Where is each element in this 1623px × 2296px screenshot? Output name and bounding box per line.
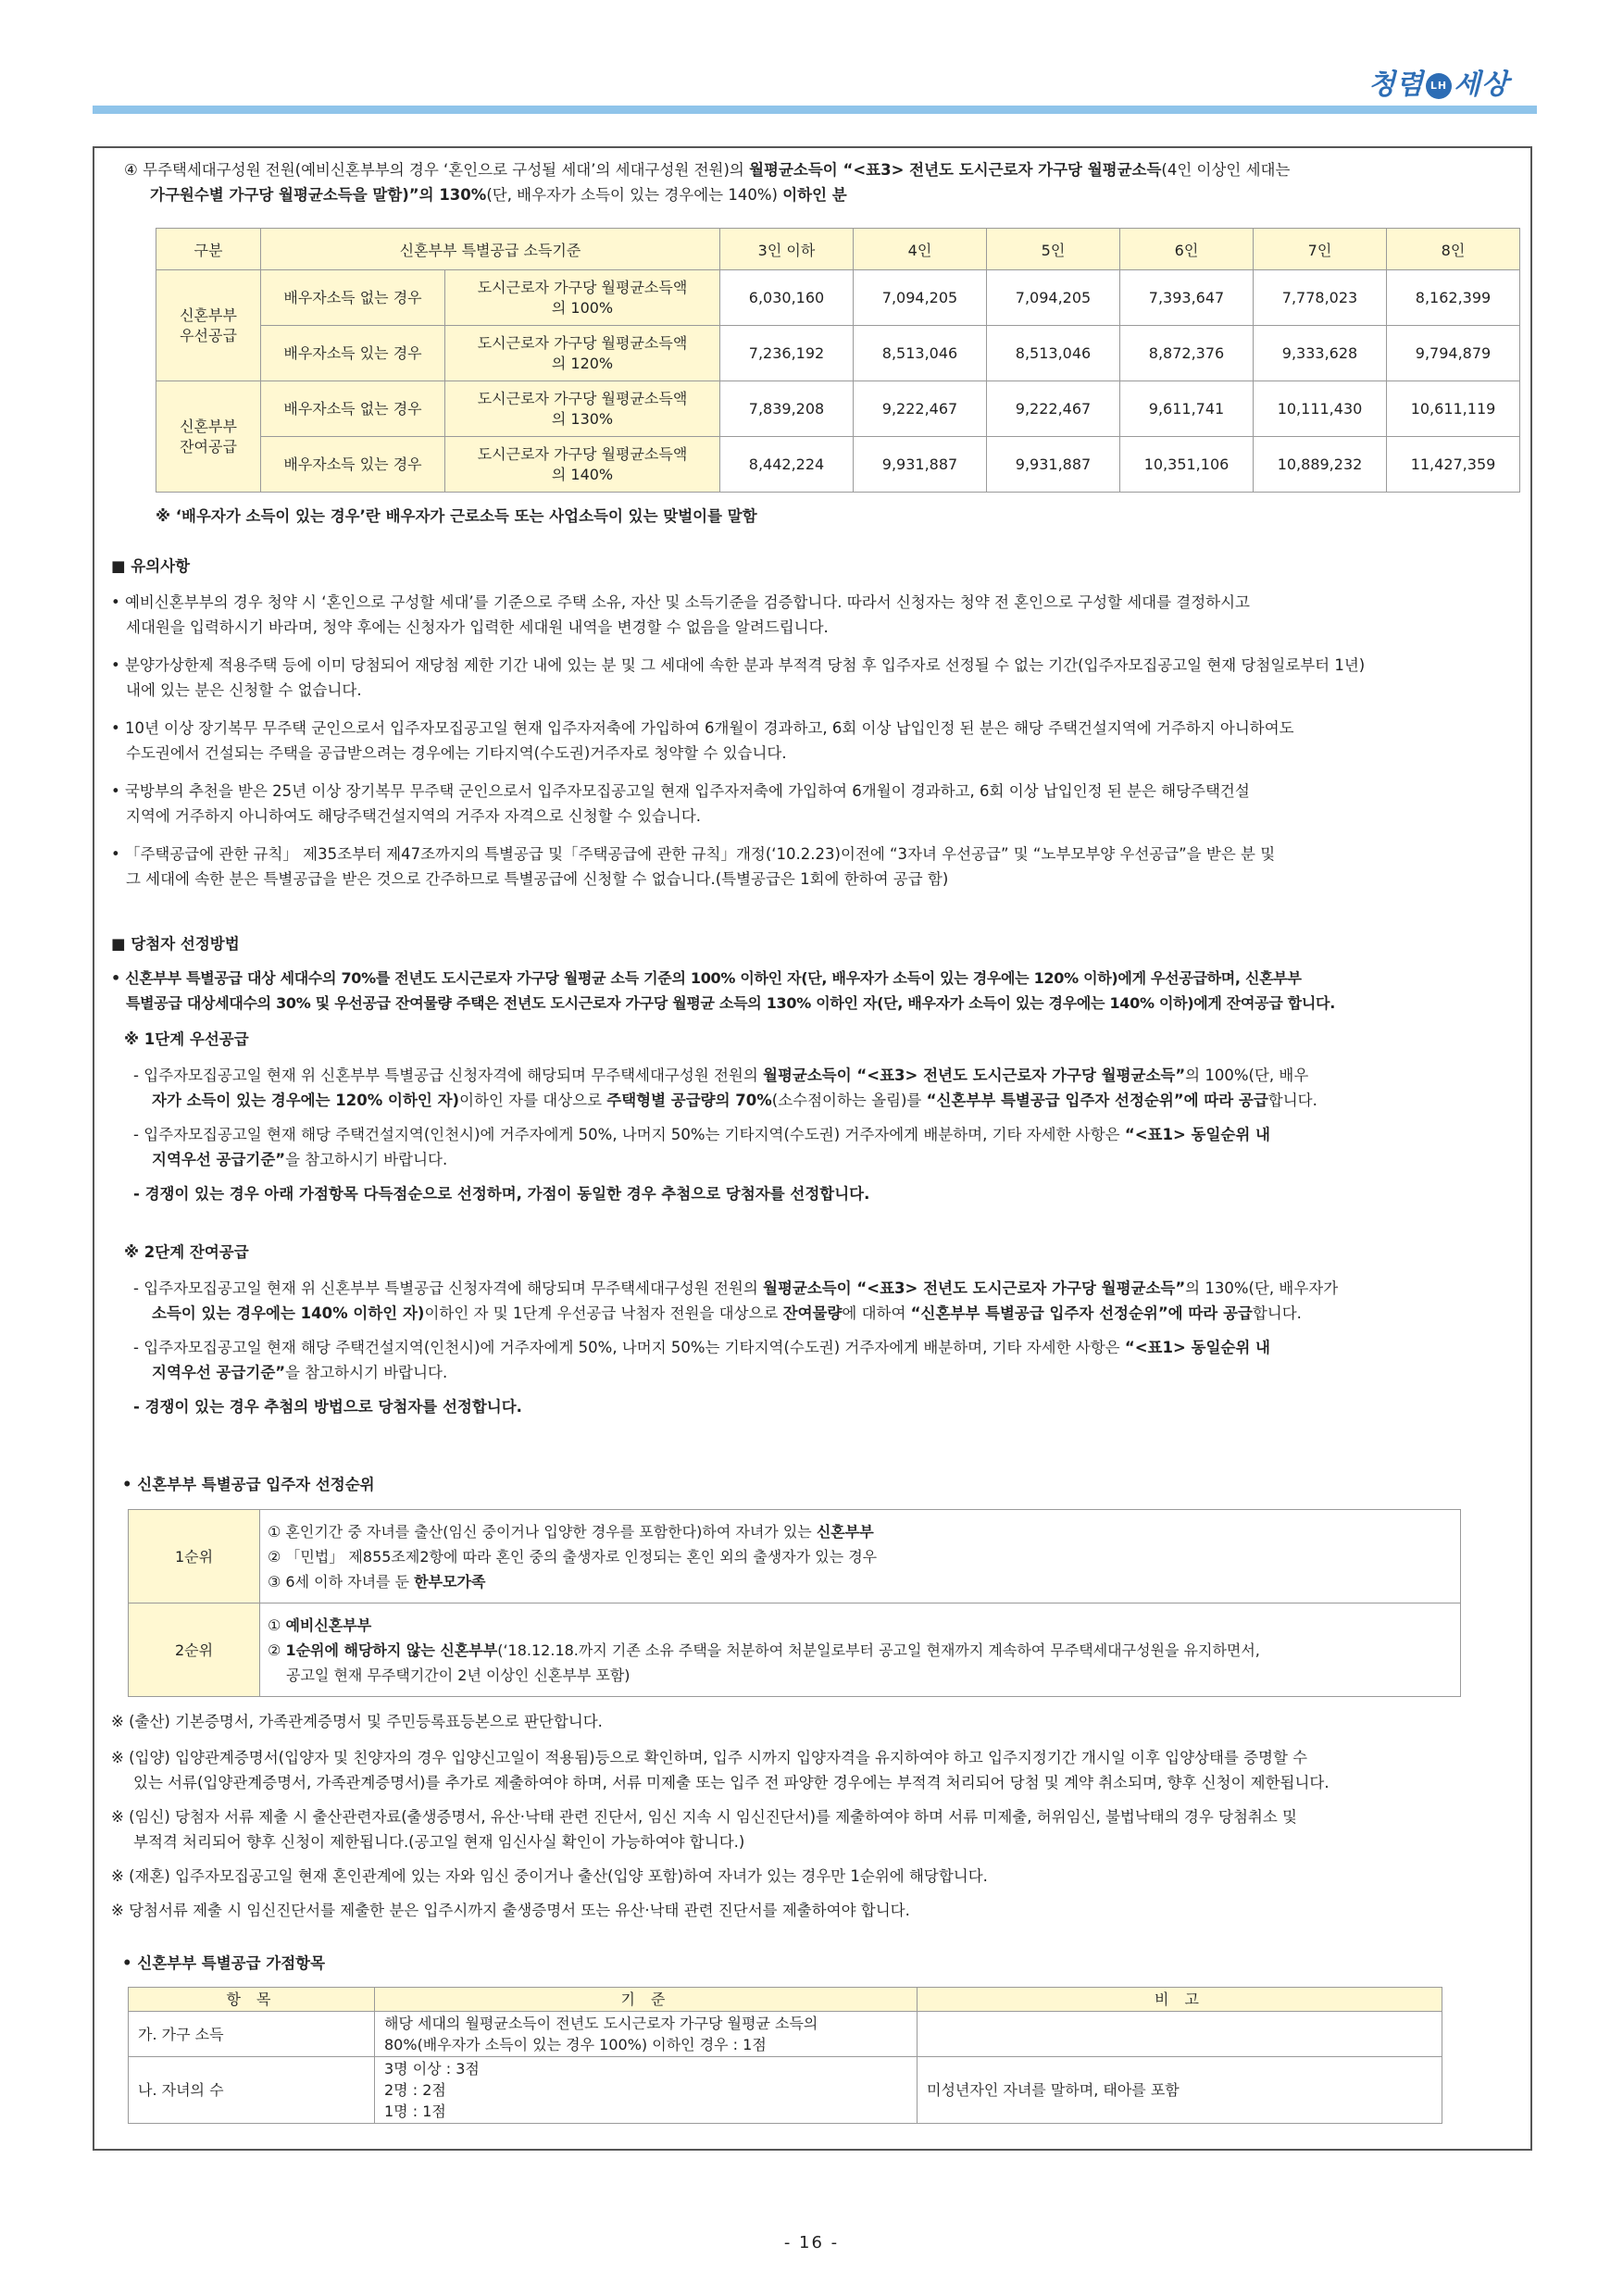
- score-note: 미성년자인 자녀를 말하며, 태아를 포함: [918, 2057, 1442, 2124]
- case-cell: 배우자소득 있는 경우: [261, 437, 445, 493]
- list-item-text: • 10년 이상 장기복무 무주택 군인으로서 입주자모집공고일 현재 입주자저축에 가입하여 6개월이 경과하고, 6회 이상 납입인정 된 분은 해당 주택건설지역에 거주하지 아니하여도: [111, 719, 1294, 737]
- table-row: [129, 1510, 1461, 1603]
- table-row: [129, 1603, 1461, 1697]
- list-item: [111, 779, 1523, 829]
- score-item: 가. 가구 소득: [129, 2012, 375, 2057]
- table-header: 3인 이하: [720, 229, 854, 270]
- basis-cell: 도시근로자 가구당 월평균소득액의 130%: [445, 381, 720, 437]
- stage-text: 을 참고하시기 바랍니다.: [285, 1151, 448, 1168]
- rank-text: ①: [268, 1616, 286, 1634]
- list-item-text: 지역에 거주하지 아니하여도 해당주택건설지역의 거주자 자격으로 신청할 수 있습니다.: [126, 807, 702, 825]
- rank-table: [128, 1509, 1461, 1697]
- score-criteria-text: 3명 이상 : 3점: [384, 2060, 480, 2078]
- list-item-text: • 국방부의 추천을 받은 25년 이상 장기복무 무주택 군인으로서 입주자모집공고일 현재 입주자저축에 가입하여 6개월이 경과하고, 6회 이상 납입인정 된 분은 해당주택건설: [111, 782, 1250, 800]
- stage-text: 에 대하여: [842, 1304, 911, 1322]
- note-text: ※ (입양) 입양관계증명서(입양자 및 친양자의 경우 입양신고일이 적용됨)등으로 확인하며, 입주 시까지 입양자격을 유지하여야 하고 입주지정기간 개시일 이후 입양상태를 증명할 수: [111, 1749, 1308, 1766]
- logo-text-2: 세상: [1453, 69, 1509, 101]
- section-title: ■ 당첨자 선정방법: [111, 935, 240, 953]
- stage-text: (소수점이하는 올림)를: [771, 1092, 927, 1109]
- rank-text: (‘18.12.18.까지 기존 소유 주택을 처분하여 처분일로부터 공고일 현재까지 계속하여 무주택세대구성원을 유지하면서,: [497, 1641, 1260, 1659]
- note-text: 있는 서류(입양관계증명서, 가족관계증명서)를 추가로 제출하여야 하며, 서류 미제출 또는 입주 전 파양한 경우에는 부적격 처리되어 당첨 및 계약 취소되며, 향후 신청이 제한됩니다.: [133, 1774, 1330, 1791]
- value-cell: 9,931,887: [987, 437, 1120, 493]
- stage-text: 합니다.: [1252, 1304, 1302, 1322]
- stage-bold: 월평균소득이 “<표3> 전년도 도시근로자 가구당 월평균소득”: [763, 1279, 1186, 1297]
- basis-cell: 도시근로자 가구당 월평균소득액의 120%: [445, 326, 720, 381]
- stage-text: - 입주자모집공고일 현재 위 신혼부부 특별공급 신청자격에 해당되며 무주택세대구성원 전원의: [133, 1279, 764, 1297]
- score-table: [128, 1987, 1442, 2124]
- score-title: • 신혼부부 특별공급 가점항목: [122, 1954, 326, 1972]
- basis-cell: 도시근로자 가구당 월평균소득액의 140%: [445, 437, 720, 493]
- stage-text: 의 100%(단, 배우: [1185, 1067, 1309, 1084]
- intro-text: (단, 배우자가 소득이 있는 경우에는 140%): [486, 186, 783, 204]
- basis-cell: 도시근로자 가구당 월평균소득액의 100%: [445, 270, 720, 326]
- stage-text: 을 대상으로: [699, 1304, 783, 1322]
- list-item: [111, 590, 1523, 640]
- case-cell: 배우자소득 있는 경우: [261, 326, 445, 381]
- stage-text: - 입주자모집공고일 현재 해당 주택건설지역(인천시)에 거주자에게 50%, 나머지 50%는 기타지역(수도권) 거주자에게 배분하며, 기타 자세한 사항은: [133, 1126, 1125, 1143]
- value-cell: 10,611,119: [1387, 381, 1520, 437]
- table-row: [129, 2057, 1442, 2124]
- case-cell: 배우자소득 없는 경우: [261, 381, 445, 437]
- intro-bold: 월평균소득이 “<표3> 전년도 도시근로자 가구당 월평균소득: [749, 161, 1162, 179]
- score-criteria-text: 2명 : 2점: [384, 2081, 446, 2099]
- note-text: ※ (재혼) 입주자모집공고일 현재 혼인관계에 있는 자와 임신 중이거나 출산(입양 포함)하여 자녀가 있는 경우만 1순위에 해당합니다.: [111, 1867, 988, 1885]
- case-cell: 배우자소득 없는 경우: [261, 270, 445, 326]
- page-number: - 16 -: [783, 2233, 840, 2252]
- selection-section: [111, 931, 1528, 1419]
- stage-bold: 자가 소득이 있는 경우에는 120% 이하인 자): [152, 1092, 460, 1109]
- group-label: 신혼부부 우선공급: [156, 270, 261, 381]
- value-cell: 7,094,205: [854, 270, 987, 326]
- value-cell: 7,236,192: [720, 326, 854, 381]
- notes-section: [111, 1709, 1528, 1923]
- score-note: [918, 2012, 1442, 2057]
- value-cell: 11,427,359: [1387, 437, 1520, 493]
- value-cell: 10,111,430: [1254, 381, 1387, 437]
- stage-text: 합니다.: [1267, 1092, 1317, 1109]
- logo-text: 청렴: [1368, 69, 1424, 101]
- value-cell: 8,872,376: [1120, 326, 1254, 381]
- stage-text: 을 참고하시기 바랍니다.: [285, 1364, 448, 1381]
- stage-bold: “신혼부부 특별공급 입주자 선정순위”에 따라 공급: [910, 1304, 1253, 1322]
- rank-text: 공고일 현재 무주택기간이 2년 이상인 신혼부부 포함): [286, 1666, 630, 1684]
- note-text: ※ (출산) 기본증명서, 가족관계증명서 및 주민등록표등본으로 판단합니다.: [111, 1713, 603, 1730]
- stage-title: ※ 1단계 우선공급: [124, 1030, 249, 1048]
- stage-text: 이하인 자를 대상으로: [459, 1092, 607, 1109]
- stage-bold: “<표1> 동일순위 내: [1124, 1126, 1270, 1143]
- header-divider: [93, 106, 1537, 114]
- intro-text: (4인 이상인 세대는: [1161, 161, 1291, 179]
- income-table-note: ※ ‘배우자가 소득이 있는 경우’란 배우자가 근로소득 또는 사업소득이 있는 맞벌이를 말함: [156, 507, 757, 525]
- list-item-text: • 예비신혼부부의 경우 청약 시 ‘혼인으로 구성할 세대’를 기준으로 주택 소유, 자산 및 소득기준을 검증합니다. 따라서 신청자는 청약 전 혼인으로 구성할 세대를 결정하시고: [111, 593, 1250, 611]
- table-row: [156, 437, 1520, 493]
- list-item-text: 수도권에서 건설되는 주택을 공급받으려는 경우에는 기타지역(수도권)거주자로 청약할 수 있습니다.: [126, 744, 787, 762]
- stage-text: - 입주자모집공고일 현재 해당 주택건설지역(인천시)에 거주자에게 50%, 나머지 50%는 기타지역(수도권) 거주자에게 배분하며, 기타 자세한 사항은: [133, 1339, 1125, 1356]
- table-header: 6인: [1120, 229, 1254, 270]
- table-row: [156, 381, 1520, 437]
- value-cell: 10,889,232: [1254, 437, 1387, 493]
- rank-bold: 한부모가족: [414, 1572, 486, 1591]
- note-text: 부적격 처리되어 향후 신청이 제한됩니다.(공고일 현재 임신사실 확인이 가능하여야 합니다.): [133, 1833, 745, 1851]
- score-criteria: [375, 2012, 918, 2057]
- value-cell: 8,162,399: [1387, 270, 1520, 326]
- intro-paragraph: [124, 157, 1527, 207]
- score-criteria-text: 1명 : 1점: [384, 2103, 446, 2120]
- value-cell: 9,794,879: [1387, 326, 1520, 381]
- table-header: 신혼부부 특별공급 소득기준: [261, 229, 720, 270]
- table-header: 비 고: [918, 1988, 1442, 2012]
- stage-title: ※ 2단계 잔여공급: [124, 1243, 249, 1261]
- value-cell: 7,094,205: [987, 270, 1120, 326]
- stage-bold: 지역우선 공급기준”: [152, 1151, 286, 1168]
- stage-bold: 월평균소득이 “<표3> 전년도 도시근로자 가구당 월평균소득”: [763, 1067, 1186, 1084]
- stage-bold: “<표1> 동일순위 내: [1124, 1339, 1270, 1356]
- table-row: [156, 270, 1520, 326]
- table-header: 8인: [1387, 229, 1520, 270]
- stage-bold: 소득이 있는 경우에는 140% 이하인 자): [152, 1304, 425, 1322]
- table-header-row: [129, 1988, 1442, 2012]
- stage-bold: 주택형별 공급량의 70%: [606, 1092, 772, 1109]
- table-header: 구분: [156, 229, 261, 270]
- rank-bold: 예비신혼부부: [285, 1616, 372, 1634]
- intro-bold: 가구원수별 가구당 월평균소득을 말함)”의 130%: [150, 186, 487, 204]
- rank-label: 2순위: [129, 1603, 260, 1697]
- rank-title: • 신혼부부 특별공급 입주자 선정순위: [122, 1476, 375, 1493]
- stage-text: 이하인 자 및 1단계 우선공급 낙첨자 전원: [424, 1304, 700, 1322]
- value-cell: 7,393,647: [1120, 270, 1254, 326]
- rank-label: 1순위: [129, 1510, 260, 1603]
- list-item-text: 세대원을 입력하시기 바라며, 청약 후에는 신청자가 입력한 세대원 내역을 변경할 수 없음을 알려드립니다.: [126, 618, 829, 636]
- rank-text: ③ 6세 이하 자녀를 둔: [268, 1572, 415, 1591]
- section-title: ■ 유의사항: [111, 557, 191, 575]
- score-criteria-text: 해당 세대의 월평균소득이 전년도 도시근로자 가구당 월평균 소득의: [384, 2015, 818, 2032]
- table-header: 5인: [987, 229, 1120, 270]
- value-cell: 7,839,208: [720, 381, 854, 437]
- stage-bold: 지역우선 공급기준”: [152, 1364, 286, 1381]
- list-item-text: • 「주택공급에 관한 규칙」 제35조부터 제47조까지의 특별공급 및「주택공급에 관한 규칙」개정(‘10.2.23)이전에 “3자녀 우선공급” 및 “노부모부양 우선공급”을 받은 분 및: [111, 845, 1276, 863]
- income-criteria-table: [156, 228, 1520, 493]
- value-cell: 9,222,467: [987, 381, 1120, 437]
- score-item: 나. 자녀의 수: [129, 2057, 375, 2124]
- stage-text: 의 130%(단, 배우자가: [1185, 1279, 1339, 1297]
- table-header: 4인: [854, 229, 987, 270]
- selection-main-text: 특별공급 대상세대수의 30% 및 우선공급 잔여물량 주택은 전년도 도시근로자 가구당 월평균 소득의 130% 이하인 자(단, 배우자가 소득이 있는 경우에는 140% 이하)에게 잔여공급 합니다.: [126, 994, 1335, 1012]
- value-cell: 9,931,887: [854, 437, 987, 493]
- intro-bold: 이하인 분: [782, 186, 847, 204]
- rank-text: ① 혼인기간 중 자녀를 출산(임신 중이거나 입양한 경우를 포함한다)하여 자녀가 있는: [268, 1522, 817, 1541]
- rank-bold: 신혼부부: [816, 1522, 874, 1541]
- brand-logo: [1368, 61, 1509, 102]
- value-cell: 6,030,160: [720, 270, 854, 326]
- table-header: 기 준: [375, 1988, 918, 2012]
- stage-bold: “신혼부부 특별공급 입주자 선정순위”에 따라 공급: [926, 1092, 1268, 1109]
- list-item-text: 내에 있는 분은 신청할 수 없습니다.: [126, 681, 362, 699]
- table-header: 항 목: [129, 1988, 375, 2012]
- note-text: ※ 당첨서류 제출 시 임신진단서를 제출한 분은 입주시까지 출생증명서 또는 유산·낙태 관련 진단서를 제출하여야 합니다.: [111, 1902, 910, 1919]
- list-item-text: • 분양가상한제 적용주택 등에 이미 당첨되어 재당첨 제한 기간 내에 있는 분 및 그 세대에 속한 분과 부적격 당첨 후 입주자로 선정될 수 없는 기간(입주자모집공고일 현재 당첨일로부터 1년): [111, 656, 1366, 674]
- stage-bold: 잔여물량: [782, 1304, 843, 1322]
- score-criteria: [375, 2057, 918, 2124]
- value-cell: 7,778,023: [1254, 270, 1387, 326]
- logo-badge: LH: [1426, 73, 1452, 99]
- rank-text: ② 「민법」 제855조제2항에 따라 혼인 중의 출생자로 인정되는 혼인 외의 출생자가 있는 경우: [268, 1547, 878, 1566]
- value-cell: 9,222,467: [854, 381, 987, 437]
- value-cell: 9,611,741: [1120, 381, 1254, 437]
- stage-bold: - 경쟁이 있는 경우 아래 가점항목 다득점순으로 선정하며, 가점이 동일한 경우 추첨으로 당첨자를 선정합니다.: [133, 1185, 870, 1203]
- stage-bold: - 경쟁이 있는 경우 추첨의 방법으로 당첨자를 선정합니다.: [133, 1398, 522, 1416]
- intro-text: ④ 무주택세대구성원 전원(예비신혼부부의 경우 ‘혼인으로 구성될 세대’의 세대구성원 전원)의: [124, 161, 750, 179]
- rank-bold: 1순위에 해당하지 않는 신혼부부: [285, 1641, 498, 1659]
- list-item: [111, 842, 1523, 892]
- value-cell: 9,333,628: [1254, 326, 1387, 381]
- table-row: [129, 2012, 1442, 2057]
- value-cell: 8,513,046: [987, 326, 1120, 381]
- score-criteria-text: 80%(배우자가 소득이 있는 경우 100%) 이하인 경우 : 1점: [384, 2036, 767, 2053]
- table-header-row: [156, 229, 1520, 270]
- selection-main-text: • 신혼부부 특별공급 대상 세대수의 70%를 전년도 도시근로자 가구당 월평균 소득 기준의 100% 이하인 자(단, 배우자가 소득이 있는 경우에는 120% 이하)에게 우선공급하며, 신혼부부: [111, 969, 1302, 987]
- value-cell: 8,442,224: [720, 437, 854, 493]
- rank-criteria: [260, 1603, 1461, 1697]
- table-row: [156, 326, 1520, 381]
- note-text: ※ (임신) 당첨자 서류 제출 시 출산관련자료(출생증명서, 유산·낙태 관련 진단서, 임신 지속 시 임신진단서)를 제출하여야 하며 서류 미제출, 허위임신, 불법낙태의 경우 당첨취소 및: [111, 1808, 1297, 1826]
- list-item: [111, 653, 1523, 703]
- caution-section: [111, 554, 1523, 892]
- rank-text: ②: [268, 1641, 286, 1659]
- list-item: [111, 716, 1523, 766]
- group-label: 신혼부부 잔여공급: [156, 381, 261, 493]
- list-item-text: 그 세대에 속한 분은 특별공급을 받은 것으로 간주하므로 특별공급에 신청할 수 없습니다.(특별공급은 1회에 한하여 공급 함): [126, 870, 949, 888]
- rank-criteria: [260, 1510, 1461, 1603]
- table-header: 7인: [1254, 229, 1387, 270]
- value-cell: 8,513,046: [854, 326, 987, 381]
- value-cell: 10,351,106: [1120, 437, 1254, 493]
- stage-text: - 입주자모집공고일 현재 위 신혼부부 특별공급 신청자격에 해당되며 무주택세대구성원 전원의: [133, 1067, 764, 1084]
